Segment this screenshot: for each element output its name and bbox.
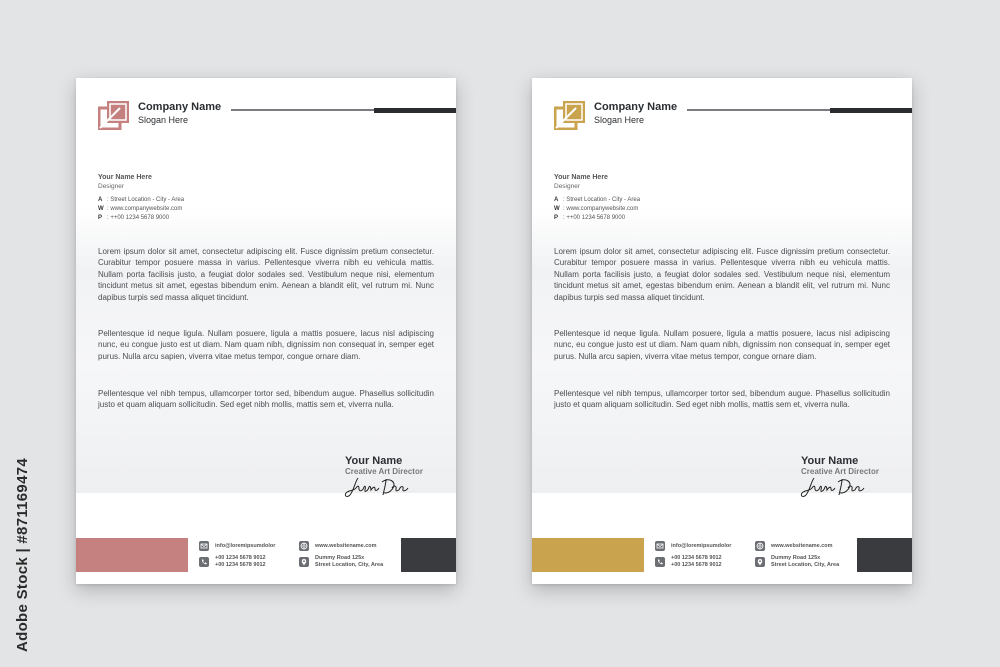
signature	[342, 474, 412, 500]
footer-dark-block	[857, 538, 912, 572]
globe-icon	[299, 541, 309, 551]
location-pin-icon	[299, 557, 309, 567]
body-paragraph-1: Lorem ipsum dolor sit amet, consectetur adipiscing elit. Fusce dignissim pretium consectetur. Curabitur tempor posuere massa in varius. Pellentesque viverra nibh eu vehicula mattis. Nullam porta facilisis justo, a feugiat dolor sodales sed. Vestibulum neque nisi, elementum tincidunt metus sit amet, egestas bibendum enim. Aenean a blandit elit, vel rutrum mi. Nunc dapibus turpis sed massa aliquet tincidunt.	[554, 247, 890, 302]
sender-name: Your Name Here	[554, 174, 608, 181]
footer-accent-block	[76, 538, 188, 572]
body-paragraph-1: Lorem ipsum dolor sit amet, consectetur adipiscing elit. Fusce dignissim pretium consectetur. Curabitur tempor posuere massa in varius. Pellentesque viverra nibh eu vehicula mattis. Nullam porta facilisis justo, a feugiat dolor sodales sed. Vestibulum neque nisi, elementum tincidunt metus sit amet, egestas bibendum enim. Aenean a blandit elit, vel rutrum mi. Nunc dapibus turpis sed massa aliquet tincidunt.	[98, 247, 434, 302]
sender-role: Designer	[554, 183, 581, 190]
footer-website: www.websitename.com	[315, 543, 377, 549]
signatory-title: Creative Art Director	[345, 467, 423, 476]
phone-icon	[655, 557, 665, 567]
company-name: Company Name	[138, 101, 222, 113]
email-icon	[655, 541, 665, 551]
body-paragraph-3: Pellentesque vel nibh tempus, ullamcorper tortor sed, bibendum augue. Phasellus sollicitudin justo et quam aliquam sollicitudin. Sed eget nibh mollis, mattis sem et, viverra nulla.	[554, 389, 890, 410]
location-pin-icon	[755, 557, 765, 567]
footer-location: Street Location, City, Area	[315, 562, 384, 568]
phone-icon	[199, 557, 209, 567]
letterhead-rose	[76, 78, 456, 584]
company-name: Company Name	[594, 101, 678, 113]
footer-phone-1: +00 1234 5678 9012	[671, 555, 722, 561]
footer-phone-1: +00 1234 5678 9012	[215, 555, 266, 561]
header-bar	[830, 108, 912, 113]
web-line: W : www.companywebsite.com	[98, 206, 183, 212]
footer-email: info@loremipsumdolor	[671, 543, 732, 549]
stock-credit-text: Adobe Stock | #871169474	[14, 457, 31, 652]
letterhead-gold	[532, 78, 912, 584]
footer-location: Street Location, City, Area	[771, 562, 840, 568]
footer-road: Dummy Road 125x	[771, 555, 821, 561]
globe-icon	[755, 541, 765, 551]
body-paragraph-2: Pellentesque id neque ligula. Nullam posuere, ligula a mattis posuere, lacus nisl adipiscing nunc, eu congue justo est ut diam. Nam quam nibh, dignissim non consequat in, semper eget purus. Nulla arcu sapien, viverra vitae metus tempor, congue ornare diam.	[98, 329, 434, 361]
email-icon	[199, 541, 209, 551]
footer-website: www.websitename.com	[771, 543, 833, 549]
sender-name: Your Name Here	[98, 174, 152, 181]
footer-accent-block	[532, 538, 644, 572]
footer-phone-2: +00 1234 5678 9012	[671, 562, 722, 568]
company-logo-icon	[554, 100, 586, 130]
address-line: A : Street Location - City - Area	[554, 197, 641, 203]
slogan: Slogan Here	[594, 115, 645, 125]
header-bar	[374, 108, 456, 113]
web-line: W : www.companywebsite.com	[554, 206, 639, 212]
stock-credit	[12, 432, 32, 652]
sender-role: Designer	[98, 183, 125, 190]
address-line: A : Street Location - City - Area	[98, 197, 185, 203]
signature	[798, 474, 868, 500]
phone-line: P : ++00 1234 5678 9000	[98, 215, 170, 221]
signatory-name: Your Name	[801, 455, 859, 467]
footer-email: info@loremipsumdolor	[215, 543, 276, 549]
body-paragraph-2: Pellentesque id neque ligula. Nullam posuere, ligula a mattis posuere, lacus nisl adipiscing nunc, eu congue justo est ut diam. Nam quam nibh, dignissim non consequat in, semper eget purus. Nulla arcu sapien, viverra vitae metus tempor, congue ornare diam.	[554, 329, 890, 361]
footer-road: Dummy Road 125x	[315, 555, 365, 561]
phone-line: P : ++00 1234 5678 9000	[554, 215, 626, 221]
company-logo-icon	[98, 100, 130, 130]
slogan: Slogan Here	[138, 115, 189, 125]
signatory-title: Creative Art Director	[801, 467, 879, 476]
header-rule	[231, 109, 376, 111]
header-rule	[687, 109, 832, 111]
footer-dark-block	[401, 538, 456, 572]
signatory-name: Your Name	[345, 455, 403, 467]
body-paragraph-3: Pellentesque vel nibh tempus, ullamcorper tortor sed, bibendum augue. Phasellus sollicitudin justo et quam aliquam sollicitudin. Sed eget nibh mollis, mattis sem et, viverra nulla.	[98, 389, 434, 410]
footer-phone-2: +00 1234 5678 9012	[215, 562, 266, 568]
